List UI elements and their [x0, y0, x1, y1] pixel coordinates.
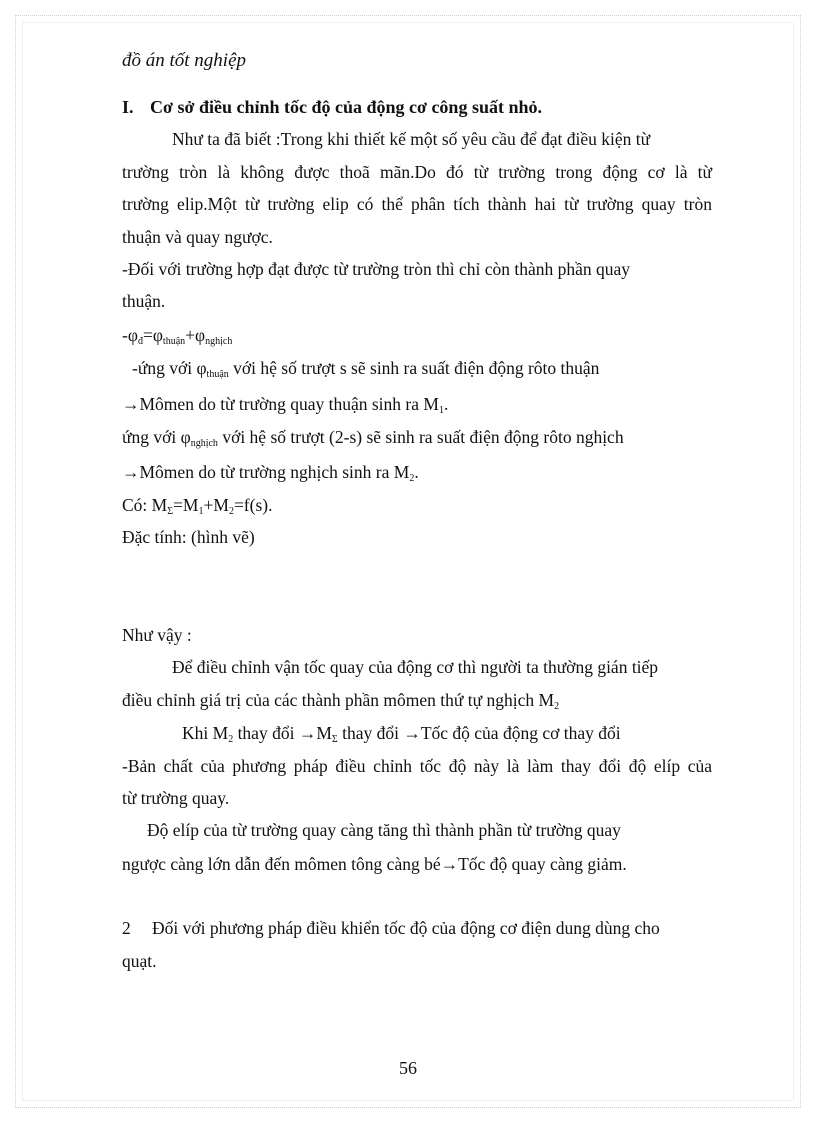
- para2-line2: thuận.: [122, 291, 166, 311]
- para1-line2: trường tròn là không được thoã mãn.Do đó từ trường trong động cơ là từ: [122, 162, 712, 182]
- para3-line2: điều chỉnh giá trị của các thành phần mômen thứ tự nghịch $M_2$: [122, 690, 560, 712]
- line-ung-voi-thuan: -ứng với $\varphi_{thuận}$ với hệ số trượt s sẽ sinh ra suất điện động rôto thuận: [132, 358, 600, 380]
- page-border-inner: [22, 22, 794, 1101]
- para5-line2: ngược càng lớn dẫn đến mômen tông càng bé→Tốc độ quay càng giảm.: [122, 854, 627, 874]
- formula-phi: $-\varphi_đ=\varphi_{thuận}+\varphi_{nghịch}$: [122, 325, 233, 347]
- para1-line4: thuận và quay ngược.: [122, 227, 273, 247]
- para5-line1: Độ elíp của từ trường quay càng tăng thì thành phần từ trường quay: [147, 820, 621, 840]
- line-sum-moment: Có: $M_\Sigma=M_1+M_2=f(s)$.: [122, 495, 273, 517]
- arrow-right-icon: →: [122, 462, 140, 482]
- section2-number: 2: [122, 918, 131, 938]
- section-heading: [122, 96, 542, 118]
- arrow-right-icon: →: [440, 854, 459, 874]
- para4-line2: từ trường quay.: [122, 788, 230, 808]
- section-title: Cơ sở điều chỉnh tốc độ của động cơ công suất nhỏ.: [150, 97, 542, 117]
- line-m2: →Mômen do từ trường nghịch sinh ra $M_2$.: [122, 462, 419, 484]
- page-number: 56: [399, 1058, 417, 1078]
- para4-line1: -Bản chất của phương pháp điều chỉnh tốc độ này là làm thay đổi độ elíp của: [122, 756, 712, 776]
- para1-line3: trường elip.Một từ trường elip có thể phân tích thành hai từ trường quay tròn: [122, 194, 712, 214]
- para3-line1: Để điều chỉnh vận tốc quay của động cơ thì người ta thường gián tiếp: [172, 657, 659, 677]
- line-nhu-vay: Như vậy :: [122, 625, 192, 645]
- line-ung-voi-nghich: ứng với $\varphi_{nghịch}$ với hệ số trượt (2-s) sẽ sinh ra suất điện động rôto nghịch: [122, 427, 624, 449]
- para1-line1: Như ta đã biết :Trong khi thiết kế một số yêu cầu để đạt điều kiện từ: [172, 129, 651, 149]
- line-m1: →Mômen do từ trường quay thuận sinh ra $M_1$.: [122, 394, 449, 416]
- line-dac-tinh: Đặc tính: (hình vẽ): [122, 527, 255, 547]
- section-number: I.: [122, 97, 134, 117]
- line-khi-m2: Khi $M_2$ thay đổi $\to M_\Sigma$ thay đổi →Tốc độ của động cơ thay đổi: [182, 723, 621, 745]
- section2-heading: 2 Đối với phương pháp điều khiển tốc độ của động cơ điện dung dùng cho: [122, 918, 660, 938]
- arrow-right-icon: →: [298, 723, 317, 743]
- document-header: đồ án tốt nghiệp: [122, 50, 247, 71]
- arrow-right-icon: →: [122, 394, 140, 414]
- section2-line2: quạt.: [122, 951, 157, 971]
- arrow-right-icon: →: [403, 723, 421, 743]
- para2-line1: -Đối với trường hợp đạt được từ trường tròn thì chỉ còn thành phần quay: [122, 259, 631, 279]
